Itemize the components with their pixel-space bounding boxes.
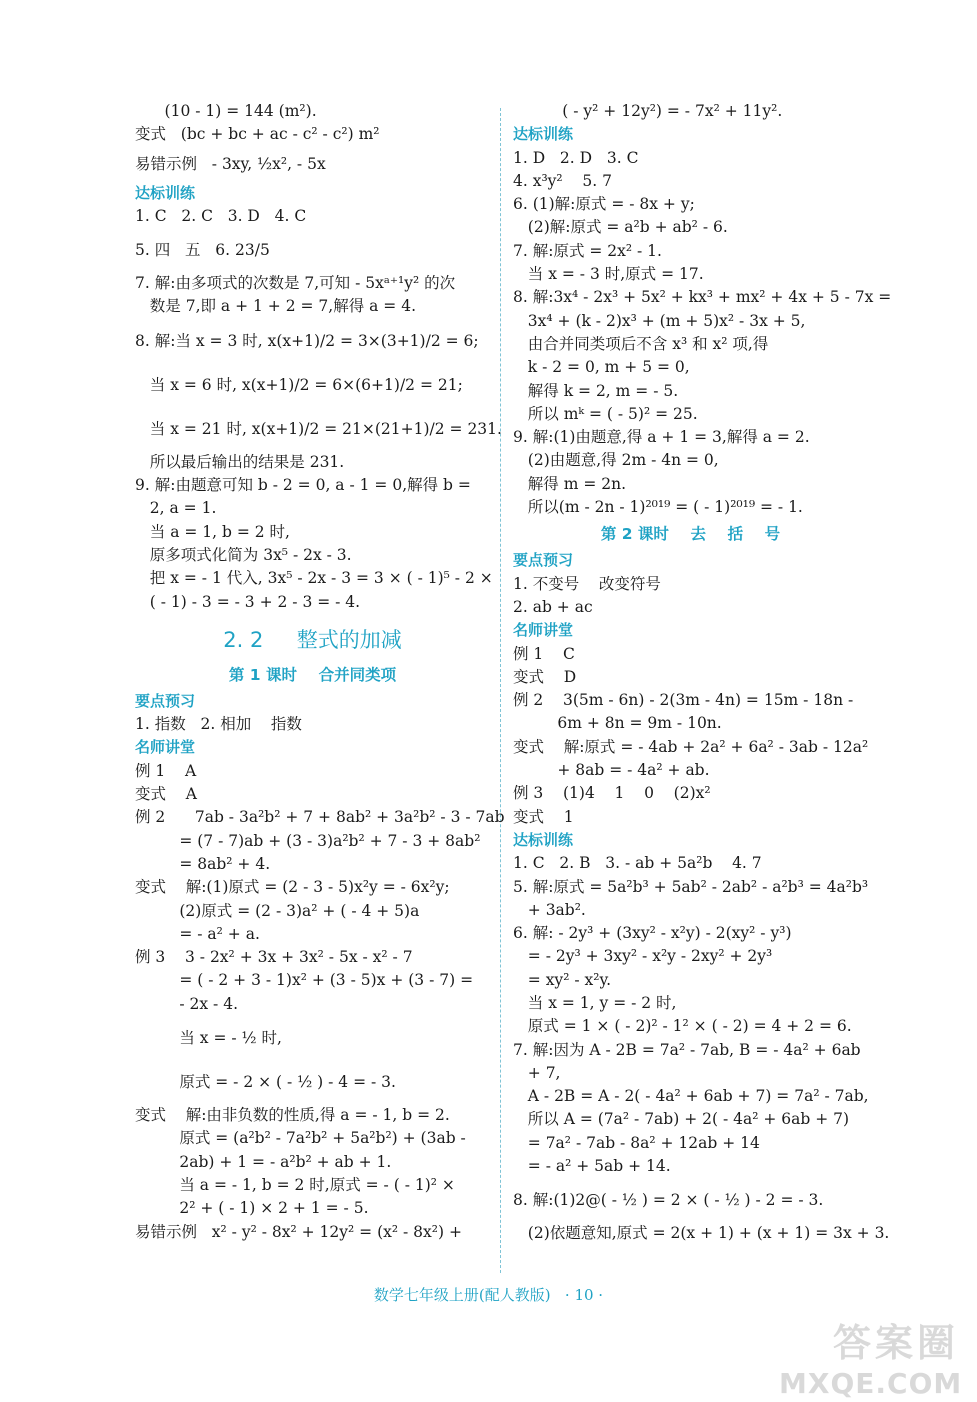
section-heading: 要点预习	[135, 691, 196, 710]
text-line: 所以(m - 2n - 1)²⁰¹⁹ = ( - 1)²⁰¹⁹ = - 1.	[513, 498, 803, 517]
text-line: (10 - 1) = 144 (m²).	[135, 102, 317, 120]
text-line: + 7,	[513, 1063, 561, 1082]
text-line: 变式 D	[513, 667, 577, 686]
text-line: (2)依题意知,原式 = 2(x + 1) + (x + 1) = 3x + 3.	[513, 1224, 890, 1243]
section-heading: 达标训练	[513, 125, 574, 144]
text-line: = xy² - x²y.	[513, 970, 612, 989]
text-line: 例 3 3 - 2x² + 3x + 3x² - 5x - x² - 7	[135, 948, 413, 967]
text-line: = ( - 2 + 3 - 1)x² + (3 - 5)x + (3 - 7) =	[135, 971, 474, 990]
text-line: 8. 解:(1)2@( - ½ ) = 2 × ( - ½ ) - 2 = - 3.	[513, 1191, 824, 1210]
text-line: 5. 四 五 6. 23/5	[135, 241, 270, 260]
text-line: 解得 m = 2n.	[513, 474, 627, 493]
text-line: 变式 1	[513, 807, 574, 826]
text-line: 2² + ( - 1) × 2 + 1 = - 5.	[135, 1199, 369, 1218]
text-line: 5. 解:原式 = 5a²b³ + 5ab² - 2ab² - a²b³ = 4a²b³	[513, 877, 869, 896]
text-line: 1. C 2. C 3. D 4. C	[135, 206, 307, 225]
text-line: 原多项式化简为 3x⁵ - 2x - 3.	[135, 545, 352, 564]
text-line: 1. 不变号 改变符号	[513, 574, 661, 593]
chapter-title: 2. 2 整式的加减	[223, 627, 402, 652]
text-line: 当 x = - 3 时,原式 = 17.	[513, 265, 704, 284]
text-line: 例 2 7ab - 3a²b² + 7 + 8ab² + 3a²b² - 3 - 7ab	[135, 808, 505, 827]
text-line: 7. 解:原式 = 2x² - 1.	[513, 241, 662, 260]
section-heading: 要点预习	[513, 551, 574, 570]
page-footer: 数学七年级上册(配人教版) · 10 ·	[373, 1286, 604, 1304]
text-line: 9. 解:(1)由题意,得 a + 1 = 3,解得 a = 2.	[513, 428, 810, 447]
text-line: 当 a = 1, b = 2 时,	[135, 522, 290, 541]
text-line: 原式 = 1 × ( - 2)² - 1² × ( - 2) = 4 + 2 = 6.	[513, 1017, 852, 1036]
text-line: 当 x = 1, y = - 2 时,	[513, 993, 677, 1012]
text-line: + 8ab = - 4a² + ab.	[513, 761, 710, 780]
text-line: k - 2 = 0, m + 5 = 0,	[513, 358, 690, 377]
text-line: = - 2y³ + 3xy² - x²y - 2xy² + 2y³	[513, 947, 773, 966]
text-line: 2, a = 1.	[135, 499, 217, 518]
text-line: 6m + 8n = 9m - 10n.	[513, 714, 722, 733]
text-line: 把 x = - 1 代入, 3x⁵ - 2x - 3 = 3 × ( - 1)⁵ - 2 ×	[135, 569, 493, 588]
text-line: 1. C 2. B 3. - ab + 5a²b 4. 7	[513, 854, 762, 873]
text-line: 8. 解:当 x = 3 时, x(x+1)/2 = 3×(3+1)/2 = 6;	[135, 331, 479, 350]
text-line: (2)解:原式 = a²b + ab² - 6.	[513, 218, 728, 237]
text-line: 所以 mᵏ = ( - 5)² = 25.	[513, 404, 698, 423]
text-line: 3x⁴ + (k - 2)x³ + (m + 5)x² - 3x + 5,	[513, 311, 806, 330]
text-line: + 3ab².	[513, 900, 586, 919]
text-line: = - a² + 5ab + 14.	[513, 1157, 671, 1176]
lesson-title: 第 1 课时 合并同类项	[228, 665, 397, 684]
text-line: 1. D 2. D 3. C	[513, 148, 639, 167]
text-line: 解得 k = 2, m = - 5.	[513, 381, 679, 400]
text-line: 由合并同类项后不含 x³ 和 x² 项,得	[513, 334, 769, 353]
text-line: 变式 解:(1)原式 = (2 - 3 - 5)x²y = - 6x²y;	[135, 878, 450, 897]
text-line: 例 1 C	[513, 644, 575, 663]
text-line: 6. (1)解:原式 = - 8x + y;	[513, 195, 695, 214]
text-line: = 8ab² + 4.	[135, 854, 271, 873]
lesson-title: 第 2 课时 去 括 号	[600, 525, 781, 544]
text-line: 数是 7,即 a + 1 + 2 = 7,解得 a = 4.	[135, 297, 416, 316]
text-line: 原式 = - 2 × ( - ½ ) - 4 = - 3.	[135, 1073, 396, 1092]
text-line: 例 2 3(5m - 6n) - 2(3m - 4n) = 15m - 18n -	[513, 691, 854, 710]
text-line: 2. ab + ac	[513, 597, 593, 616]
text-line: = - a² + a.	[135, 924, 260, 943]
text-line: 6. 解: - 2y³ + (3xy² - x²y) - 2(xy² - y³)	[513, 924, 792, 943]
text-line: = (7 - 7)ab + (3 - 3)a²b² + 7 - 3 + 8ab²	[135, 831, 481, 850]
text-line: 1. 指数 2. 相加 指数	[135, 715, 302, 734]
section-heading: 达标训练	[513, 830, 574, 849]
section-heading: 名师讲堂	[513, 621, 574, 640]
text-line: 变式 (bc + bc + ac - c² - c²) m²	[135, 125, 380, 144]
text-line: 所以 A = (7a² - 7ab) + 2( - 4a² + 6ab + 7)	[513, 1110, 850, 1129]
text-line: 4. x³y² 5. 7	[513, 171, 612, 190]
text-line: 例 3 (1)4 1 0 (2)x²	[513, 784, 711, 803]
text-line: 7. 解:由多项式的次数是 7,可知 - 5xᵃ⁺¹y² 的次	[135, 274, 456, 293]
text-line: 8. 解:3x⁴ - 2x³ + 5x² + kx³ + mx² + 4x + 5 - 7x =	[513, 288, 892, 307]
text-line: 当 a = - 1, b = 2 时,原式 = - ( - 1)² ×	[135, 1175, 455, 1194]
text-line: 2ab) + 1 = - a²b² + ab + 1.	[135, 1152, 392, 1171]
text-line: (2)原式 = (2 - 3)a² + ( - 4 + 5)a	[135, 901, 420, 920]
text-line: = 7a² - 7ab - 8a² + 12ab + 14	[513, 1133, 760, 1152]
text-line: 当 x = 6 时, x(x+1)/2 = 6×(6+1)/2 = 21;	[135, 375, 463, 394]
text-line: 易错示例 - 3xy, ½x², - 5x	[135, 154, 326, 173]
watermark-url: MXQE.COM	[779, 1367, 963, 1400]
column-divider	[500, 108, 501, 1273]
text-line: 变式 解:由非负数的性质,得 a = - 1, b = 2.	[135, 1106, 450, 1125]
text-line: 7. 解:因为 A - 2B = 7a² - 7ab, B = - 4a² + 6ab	[513, 1040, 861, 1059]
left-column	[135, 100, 505, 1244]
section-heading: 名师讲堂	[135, 738, 196, 757]
text-line: 当 x = 21 时, x(x+1)/2 = 21×(21+1)/2 = 231.	[135, 419, 502, 438]
watermark-logo	[779, 1312, 963, 1400]
watermark-text: 答案圈	[832, 1321, 959, 1365]
text-line: 当 x = - ½ 时,	[135, 1029, 282, 1048]
text-line: 易错示例 x² - y² - 8x² + 12y² = (x² - 8x²) +	[135, 1222, 462, 1241]
text-line: 原式 = (a²b² - 7a²b² + 5a²b²) + (3ab -	[135, 1129, 466, 1148]
text-line: ( - 1) - 3 = - 3 + 2 - 3 = - 4.	[135, 592, 361, 611]
text-line: 变式 A	[135, 785, 197, 804]
text-line: ( - y² + 12y²) = - 7x² + 11y².	[513, 102, 783, 120]
text-line: (2)由题意,得 2m - 4n = 0,	[513, 451, 719, 470]
right-column	[513, 100, 892, 1246]
text-line: A - 2B = A - 2( - 4a² + 6ab + 7) = 7a² - 7ab,	[513, 1087, 869, 1106]
text-line: - 2x - 4.	[135, 994, 238, 1013]
text-line: 变式 解:原式 = - 4ab + 2a² + 6a² - 3ab - 12a²	[513, 737, 869, 756]
section-heading: 达标训练	[135, 183, 196, 202]
text-line: 9. 解:由题意可知 b - 2 = 0, a - 1 = 0,解得 b =	[135, 476, 471, 495]
text-line: 所以最后输出的结果是 231.	[135, 452, 345, 471]
text-line: 例 1 A	[135, 761, 197, 780]
